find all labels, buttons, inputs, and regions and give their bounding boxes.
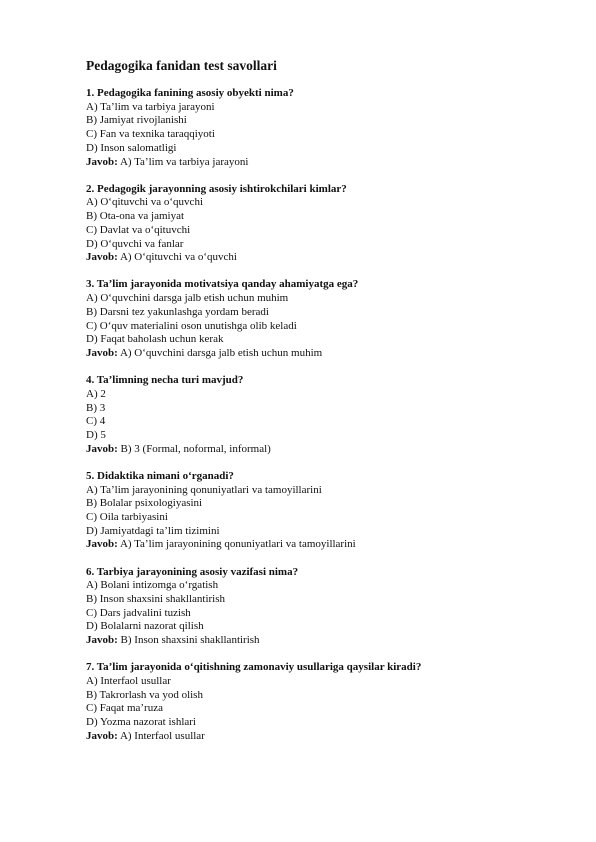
answer-option: D) 5 xyxy=(86,428,106,441)
answer-line xyxy=(86,443,556,457)
answer-option: C) Faqat ma’ruza xyxy=(86,702,163,715)
answer-option: A) Ta’lim jarayonining qonuniyatlari va tamoyillarini xyxy=(86,483,322,496)
answer-option: C) Oila tarbiyasini xyxy=(86,510,168,523)
answer-option: A) Ta’lim va tarbiya jarayoni xyxy=(86,100,215,113)
answer-option: A) O‘quvchini darsga jalb etish uchun muhim xyxy=(86,292,289,305)
answer-option: C) Davlat va o‘qituvchi xyxy=(86,223,191,236)
answer-label: Javob: xyxy=(86,346,118,359)
answer-option: D) Yozma nazorat ishlari xyxy=(86,716,196,729)
answer-value: A) O‘quvchini darsga jalb etish uchun muhim xyxy=(119,346,323,359)
answer-option: B) Bolalar psixologiyasini xyxy=(86,497,203,510)
question-block xyxy=(86,374,556,456)
answer-label: Javob: xyxy=(86,442,118,455)
answer-value: A) O‘qituvchi va o‘quvchi xyxy=(119,251,237,264)
question-list xyxy=(86,87,556,744)
question-block xyxy=(86,661,556,743)
answer-option: D) Bolalarni nazorat qilish xyxy=(86,620,204,633)
question-text: 1. Pedagogika fanining asosiy obyekti nima? xyxy=(86,87,294,99)
answer-value: A) Interfaol usullar xyxy=(119,729,205,742)
answer-option: C) Dars jadvalini tuzish xyxy=(86,606,191,619)
answer-value: A) Ta’lim jarayonining qonuniyatlari va tamoyillarini xyxy=(119,538,356,551)
answer-option: B) Takrorlash va yod olish xyxy=(86,688,203,701)
answer-option: B) Inson shaxsini shakllantirish xyxy=(86,593,226,605)
answer-option: C) 4 xyxy=(86,415,106,428)
answer-option: D) Faqat baholash uchun kerak xyxy=(86,333,224,346)
answer-option: D) O‘quvchi va fanlar xyxy=(86,237,184,250)
answer-value: B) Inson shaxsini shakllantirish xyxy=(120,634,260,647)
answer-option: B) Jamiyat rivojlanishi xyxy=(86,114,187,127)
question-text: 5. Didaktika nimani o‘rganadi? xyxy=(86,469,234,482)
question-block xyxy=(86,278,556,360)
answer-option: C) Fan va texnika taraqqiyoti xyxy=(86,128,215,141)
answer-option: D) Inson salomatligi xyxy=(86,141,177,154)
answer-value: B) 3 (Formal, noformal, informal) xyxy=(120,442,271,455)
answer-label: Javob: xyxy=(86,251,118,264)
question-block xyxy=(86,470,556,552)
answer-line xyxy=(86,347,556,361)
question-text: 6. Tarbiya jarayonining asosiy vazifasi nima? xyxy=(86,565,299,578)
answer-option: B) 3 xyxy=(86,401,106,414)
answer-option: B) Darsni tez yakunlashga yordam beradi xyxy=(86,305,269,318)
answer-label: Javob: xyxy=(86,634,118,647)
answer-line xyxy=(86,156,556,170)
question-text: 2. Pedagogik jarayonning asosiy ishtirokchilari kimlar? xyxy=(86,182,347,195)
question-text: 3. Ta’lim jarayonida motivatsiya qanday ahamiyatga ega? xyxy=(86,278,359,291)
page-title: Pedagogika fanidan test savollari xyxy=(86,58,277,73)
answer-option: D) Jamiyatdagi ta’lim tizimini xyxy=(86,524,220,537)
answer-label: Javob: xyxy=(86,155,118,168)
question-text: 7. Ta’lim jarayonida o‘qitishning zamonaviy usullariga qaysilar kiradi? xyxy=(86,661,422,674)
question-block xyxy=(86,87,556,169)
question-text: 4. Ta’limning necha turi mavjud? xyxy=(86,374,244,387)
document-page xyxy=(86,58,556,757)
answer-line xyxy=(86,730,556,744)
answer-line xyxy=(86,634,556,648)
question-block xyxy=(86,566,556,648)
answer-line xyxy=(86,251,556,265)
answer-option: A) 2 xyxy=(86,387,106,400)
answer-option: C) O‘quv materialini oson unutishga olib keladi xyxy=(86,319,297,332)
answer-line xyxy=(86,538,556,552)
answer-option: A) Interfaol usullar xyxy=(86,675,171,688)
answer-label: Javob: xyxy=(86,538,118,551)
answer-value: A) Ta’lim va tarbiya jarayoni xyxy=(119,155,249,168)
answer-label: Javob: xyxy=(86,729,118,742)
answer-option: B) Ota-ona va jamiyat xyxy=(86,210,185,223)
question-block xyxy=(86,183,556,265)
answer-option: A) Bolani intizomga o‘rgatish xyxy=(86,579,219,592)
answer-option: A) O‘qituvchi va o‘quvchi xyxy=(86,196,203,209)
